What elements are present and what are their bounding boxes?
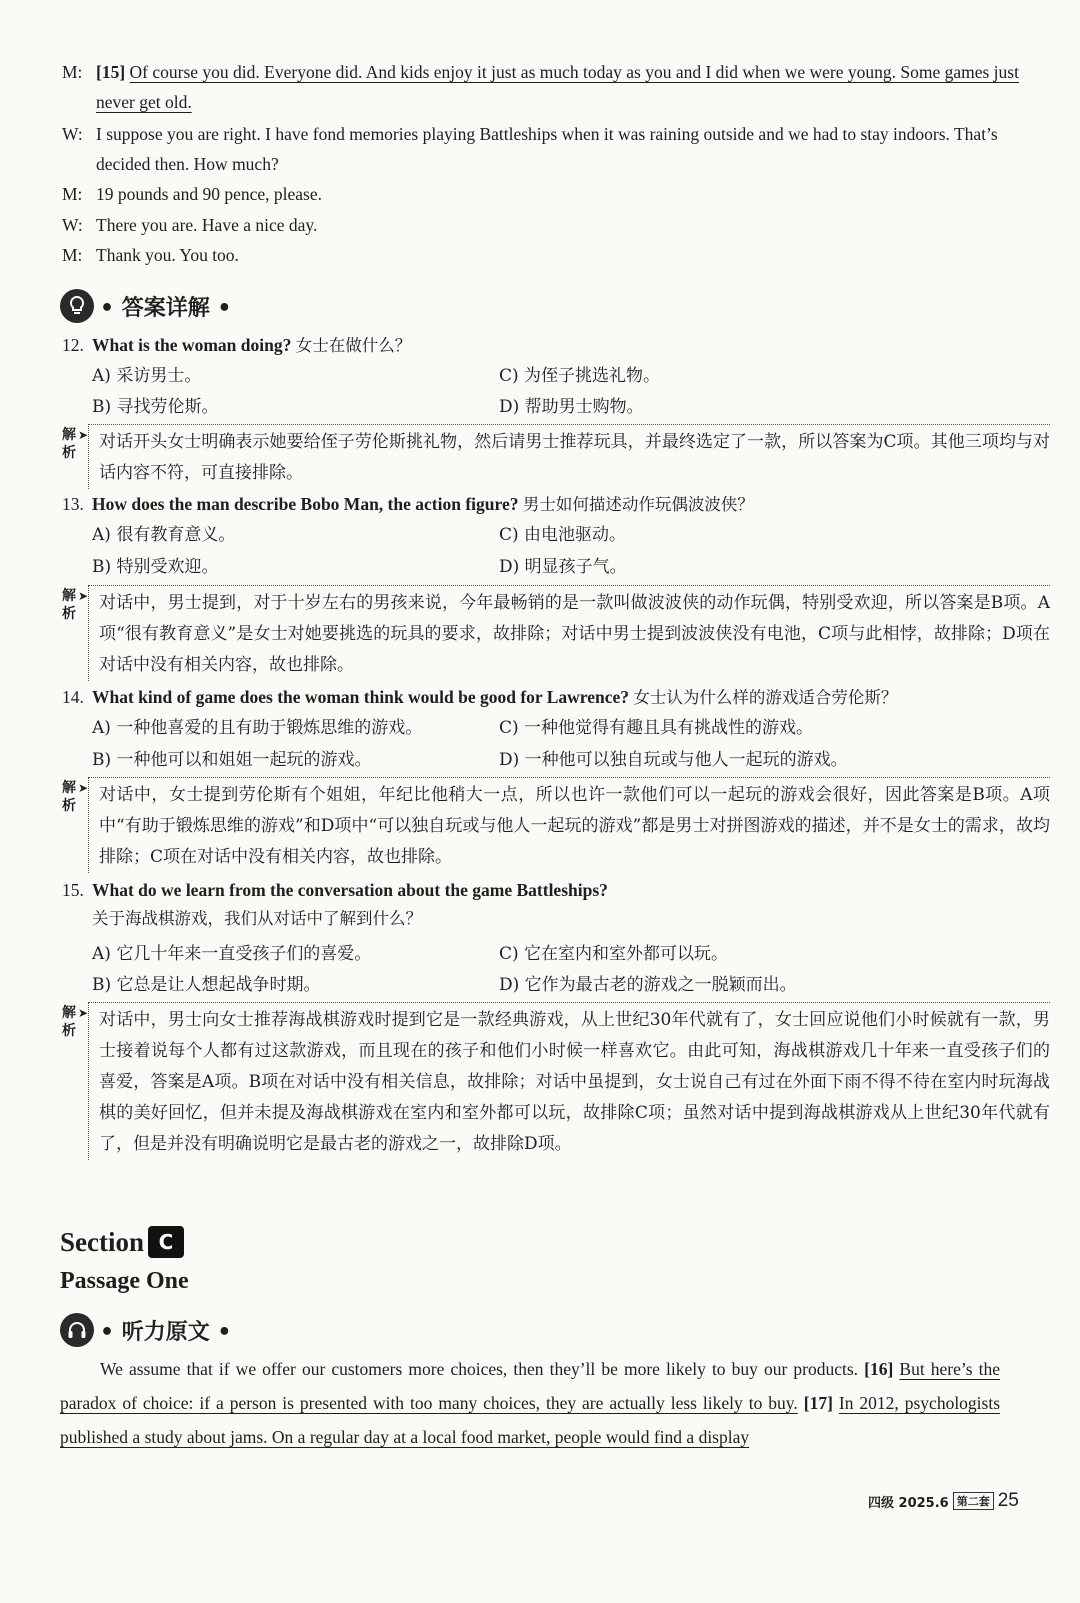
underlined-text: In 2012, psychologists published a study about jams. On a regular day at a local food market, people would find a display xyxy=(60,1393,1001,1447)
question-en: What is the woman doing? xyxy=(92,335,292,355)
option-a: A) 它几十年来一直受孩子们的喜爱。 xyxy=(92,944,372,964)
analysis-tag: 解析 xyxy=(62,1005,76,1039)
dialogue-text: I suppose you are right. I have fond memories playing Battleships when it was raining outside and we had to stay indoors. That’s decided then. How much? xyxy=(96,124,998,174)
option-a: A) 采访男士。 xyxy=(92,366,202,386)
answer-marker: [16] xyxy=(864,1359,894,1379)
option-d: D) 它作为最古老的游戏之一脱颖而出。 xyxy=(499,975,797,995)
section-letter-icon: C xyxy=(148,1226,184,1258)
analysis-tag: 解析 xyxy=(62,588,76,622)
option-a: A) 很有教育意义。 xyxy=(92,525,236,545)
analysis-text: 对话中，男士向女士推荐海战棋游戏时提到它是一款经典游戏，从上世纪30年代就有了，女士回应说他们小时候就有一款，男士接着说每个人都有过这款游戏，而且现在的孩子和他们小时候一样喜欢它。由此可知，海战棋游戏几十年来一直受孩子们的喜爱，答案是A项。B项在对话中没有相关信息，故排除；对话中虽提到，女士说自己有过在外面下雨不得不待在室内时玩海战棋的美好回忆，但并未提及海战棋游戏在室内和室外都可以玩，故排除C项；虽然对话中提到海战棋游戏从上世纪30年代就有了，但是并没有明确说明它是最古老的游戏之一，故排除D项。 xyxy=(88,1002,1050,1160)
option-c: C) 为侄子挑选礼物。 xyxy=(499,366,661,386)
listening-heading-text: • 听力原文 • xyxy=(100,1319,232,1345)
speaker-label: M: xyxy=(62,62,83,82)
dialogue-line xyxy=(62,210,1042,240)
speaker-label: W: xyxy=(62,215,83,235)
question-15 xyxy=(62,876,1052,933)
speaker-label: W: xyxy=(62,124,83,144)
listening-heading xyxy=(60,1313,231,1347)
option-d: D) 帮助男士购物。 xyxy=(499,397,644,417)
dialogue-line xyxy=(62,119,1042,179)
answer-heading-text: • 答案详解 • xyxy=(100,295,232,321)
dialogue-text: 19 pounds and 90 pence, please. xyxy=(96,184,322,204)
option-a: A) 一种他喜爱的且有助于锻炼思维的游戏。 xyxy=(92,718,423,738)
passage-intro: We assume that if we offer our customers more choices, then they’ll be more likely to buy our products. xyxy=(100,1359,859,1379)
analysis-13 xyxy=(60,585,1050,681)
question-zh: 女士在做什么？ xyxy=(295,336,412,355)
question-en: What kind of game does the woman think would be good for Lawrence? xyxy=(92,687,630,707)
question-zh: 男士如何描述动作玩偶波波侠？ xyxy=(522,495,754,514)
analysis-text: 对话中，女士提到劳伦斯有个姐姐，年纪比他稍大一点，所以也许一款他们可以一起玩的游戏会很好，因此答案是B项。A项中“有助于锻炼思维的游戏”和D项中“可以独自玩或与他人一起玩的游戏”都是男士对拼图游戏的描述，并不是女士的需求，故均排除；C项在对话中没有相关内容，故也排除。 xyxy=(88,777,1050,873)
option-c: C) 它在室内和室外都可以玩。 xyxy=(499,944,729,964)
option-d: D) 明显孩子气。 xyxy=(499,557,627,577)
analysis-text: 对话中，男士提到，对于十岁左右的男孩来说，今年最畅销的是一款叫做波波侠的动作玩偶，特别受欢迎，所以答案是B项。A项“很有教育意义”是女士对她要挑选的玩具的要求，故排除；对话中男士提到波波侠没有电池，C项与此相悖，故排除；D项在对话中没有相关内容，故也排除。 xyxy=(88,585,1050,681)
answer-heading xyxy=(60,289,231,323)
analysis-15 xyxy=(60,1002,1050,1160)
dialogue-text: Thank you. You too. xyxy=(96,245,239,265)
speaker-label: M: xyxy=(62,245,83,265)
option-d: D) 一种他可以独自玩或与他人一起玩的游戏。 xyxy=(499,750,848,770)
option-b: B) 寻找劳伦斯。 xyxy=(92,397,219,417)
question-number: 13. xyxy=(62,494,84,514)
section-title xyxy=(60,1226,184,1258)
set-badge: 第二套 xyxy=(953,1492,994,1510)
section-label: Section xyxy=(60,1226,144,1257)
headphones-icon xyxy=(60,1313,94,1347)
dialogue-text: There you are. Have a nice day. xyxy=(96,215,318,235)
question-number: 12. xyxy=(62,335,84,355)
arrow-icon: ➤ xyxy=(78,781,89,795)
analysis-tag: 解析 xyxy=(62,780,76,814)
option-b: B) 特别受欢迎。 xyxy=(92,557,219,577)
page-footer xyxy=(868,1490,1019,1512)
arrow-icon: ➤ xyxy=(78,428,89,442)
analysis-12 xyxy=(60,424,1050,489)
question-12 xyxy=(62,331,1052,360)
question-13 xyxy=(62,490,1052,519)
lightbulb-icon xyxy=(60,289,94,323)
dialogue-line xyxy=(62,57,1042,117)
page-number: 25 xyxy=(997,1490,1019,1511)
answer-marker: [17] xyxy=(803,1393,833,1413)
option-c: C) 一种他觉得有趣且具有挑战性的游戏。 xyxy=(499,718,814,738)
passage-paragraph xyxy=(60,1352,1000,1454)
question-zh: 关于海战棋游戏，我们从对话中了解到什么？ xyxy=(92,909,422,928)
speaker-label: M: xyxy=(62,184,83,204)
analysis-text: 对话开头女士明确表示她要给侄子劳伦斯挑礼物，然后请男士推荐玩具，并最终选定了一款，所以答案为C项。其他三项均与对话内容不符，可直接排除。 xyxy=(88,424,1050,489)
option-b: B) 一种他可以和姐姐一起玩的游戏。 xyxy=(92,750,372,770)
question-number: 15. xyxy=(62,880,84,900)
analysis-14 xyxy=(60,777,1050,873)
analysis-tag: 解析 xyxy=(62,427,76,461)
question-14 xyxy=(62,683,1052,712)
option-c: C) 由电池驱动。 xyxy=(499,525,627,545)
dialogue-line xyxy=(62,240,1042,270)
question-number: 14. xyxy=(62,687,84,707)
exam-label: 四级 2025.6 xyxy=(868,1495,949,1511)
question-zh: 女士认为什么样的游戏适合劳伦斯？ xyxy=(633,688,898,707)
passage-title: Passage One xyxy=(60,1268,189,1294)
arrow-icon: ➤ xyxy=(78,1006,89,1020)
arrow-icon: ➤ xyxy=(78,589,89,603)
answer-marker: [15] xyxy=(96,62,126,82)
underlined-text: But here’s the paradox of choice: if a person is presented with too many choices, they are actually less likely to buy. xyxy=(60,1359,1001,1413)
question-en: How does the man describe Bobo Man, the action figure? xyxy=(92,494,519,514)
question-en: What do we learn from the conversation about the game Battleships? xyxy=(92,880,608,900)
option-b: B) 它总是让人想起战争时期。 xyxy=(92,975,321,995)
underlined-text: Of course you did. Everyone did. And kids enjoy it just as much today as you and I did when we were young. Some games just never get old. xyxy=(96,62,1019,112)
dialogue-line xyxy=(62,179,1042,209)
